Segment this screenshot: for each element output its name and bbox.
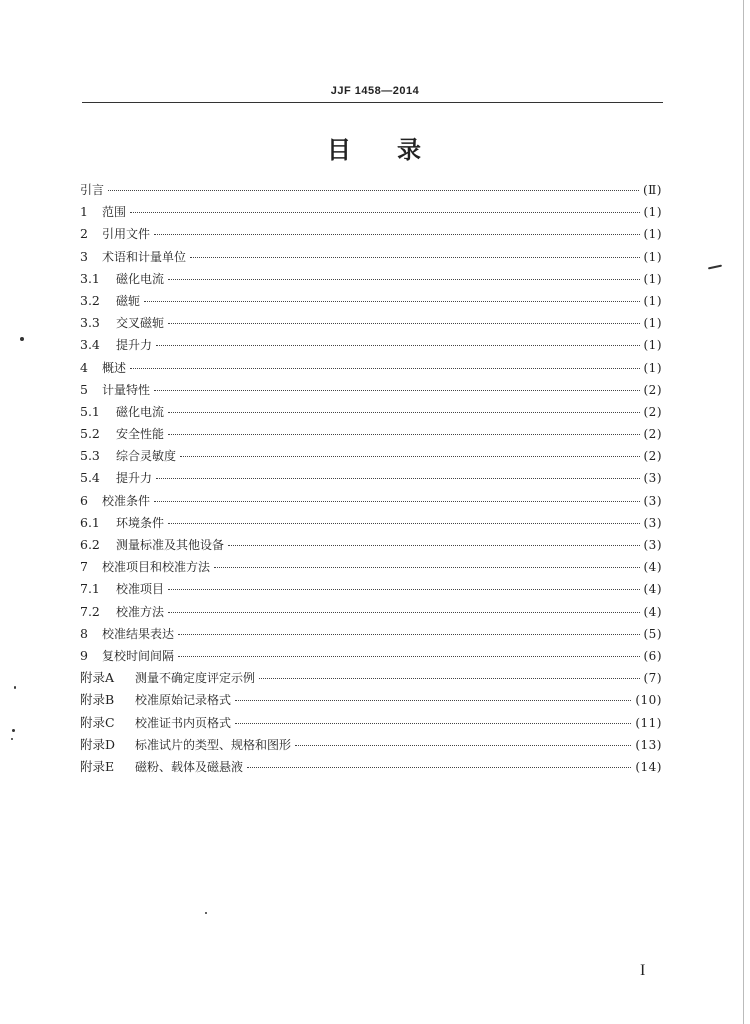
toc-entry-number: 附录A [80,670,115,686]
toc-entry-page: (3) [643,515,662,530]
toc-entry-page: (14) [635,759,662,774]
toc-entry [80,290,662,312]
toc-dot-leader [235,700,631,701]
toc-dot-leader [168,434,639,435]
toc-entry-label: 安全性能 [116,427,165,442]
scan-speck [14,686,16,689]
toc-entry-label: 综合灵敏度 [116,449,177,464]
toc-entry [80,512,662,534]
header-rule [82,102,663,103]
toc-entry-label: 标准试片的类型、规格和图形 [135,737,292,752]
toc-entry-label: 环境条件 [116,515,165,530]
toc-dot-leader [178,634,639,635]
toc-dot-leader [180,456,639,457]
toc-dot-leader [108,190,639,191]
toc-entry-page: (1) [643,249,662,264]
toc-entry-label: 引言 [80,183,105,197]
scan-speck [12,729,15,732]
toc-dot-leader [235,723,631,724]
page-title [0,130,750,165]
toc-entry-label: 校准方法 [116,604,165,619]
toc-entry [80,334,662,356]
toc-entry-label: 磁化电流 [116,271,165,286]
toc-entry-page: (2) [643,427,662,442]
toc-entry-number: 6 [80,492,88,508]
scan-speck [708,265,722,270]
toc-dot-leader [259,678,639,679]
toc-entry-number: 6.1 [80,514,100,530]
toc-dot-leader [295,745,631,746]
toc-dot-leader [168,323,639,324]
toc-entry-page: (5) [643,626,662,641]
toc-entry [80,357,662,379]
toc-entry-number: 附录E [80,758,115,774]
toc-dot-leader [168,589,639,590]
toc-entry-label: 计量特性 [102,382,151,397]
title-char-1: 目 [327,136,353,164]
toc-dot-leader [144,301,639,302]
toc-dot-leader [190,257,639,258]
toc-entry [80,556,662,578]
toc-entry-number: 8 [80,625,88,641]
toc-dot-leader [168,523,639,524]
toc-dot-leader [156,345,639,346]
toc-entry-number: 5.2 [80,426,100,442]
toc-entry-page: (3) [643,493,662,508]
toc-entry [80,423,662,445]
toc-entry-page: (2) [643,449,662,464]
toc-entry-label: 磁轭 [116,293,141,308]
toc-entry [80,201,662,223]
toc-entry-label: 校准原始记录格式 [135,693,232,708]
toc-entry-label: 校准项目和校准方法 [102,560,211,575]
toc-entry-page: (2) [643,382,662,397]
title-char-2: 录 [397,136,423,164]
toc-entry [80,689,662,711]
toc-entry [80,490,662,512]
toc-entry-page: (1) [643,316,662,331]
toc-entry-label: 校准条件 [102,493,151,508]
toc-entry-page: (Ⅱ) [642,183,662,197]
toc-dot-leader [168,612,639,613]
toc-entry-number: 5.1 [80,403,100,419]
toc-entry-number: 附录D [80,736,116,752]
toc-entry-page: (7) [643,671,662,686]
table-of-contents [80,179,662,778]
toc-entry-number: 7.1 [80,581,100,597]
toc-entry-page: (13) [635,737,662,752]
toc-entry-page: (1) [643,271,662,286]
scan-speck [205,912,207,914]
toc-entry-page: (3) [643,538,662,552]
toc-entry-page: (1) [643,227,662,242]
toc-dot-leader [178,656,639,657]
toc-entry-number: 3.1 [80,270,100,286]
toc-entry [80,623,662,645]
toc-entry [80,379,662,401]
toc-entry-page: (4) [643,582,662,597]
toc-entry-page: (1) [643,338,662,353]
toc-entry-number: 5.4 [80,470,100,486]
toc-entry-page: (11) [635,715,662,730]
toc-entry-page: (1) [643,205,662,220]
toc-dot-leader [154,390,639,391]
toc-entry [80,467,662,489]
toc-entry-label: 测量不确定度评定示例 [135,671,256,686]
toc-entry-number: 5 [80,381,88,397]
toc-entry-page: (3) [643,471,662,486]
toc-entry-number: 3.2 [80,292,100,308]
toc-entry-label: 提升力 [116,338,153,353]
toc-entry-number: 6.2 [80,537,100,552]
toc-entry-number: 9 [80,647,88,663]
toc-dot-leader [154,234,639,235]
toc-entry [80,734,662,756]
toc-dot-leader [130,368,639,369]
toc-entry-label: 交叉磁轭 [116,316,165,331]
toc-entry-number: 7.2 [80,603,100,619]
toc-entry [80,712,662,734]
toc-entry-number: 附录C [80,714,115,730]
toc-entry-number: 附录B [80,692,115,708]
toc-entry [80,645,662,667]
toc-entry-page: (1) [643,293,662,308]
toc-entry-number: 3.3 [80,315,100,331]
toc-dot-leader [130,212,639,213]
toc-entry-label: 引用文件 [102,227,151,242]
toc-entry-page: (2) [643,404,662,419]
toc-entry-label: 复校时间间隔 [102,648,175,663]
toc-entry-number: 3.4 [80,337,100,353]
toc-entry [80,756,662,778]
toc-dot-leader [247,767,631,768]
toc-entry-label: 概述 [102,360,127,375]
toc-entry [80,578,662,600]
toc-entry-label: 校准结果表达 [102,626,175,641]
toc-entry-page: (4) [643,604,662,619]
toc-entry-number: 7 [80,559,88,575]
toc-dot-leader [156,478,639,479]
toc-entry-label: 磁粉、载体及磁悬液 [135,759,244,774]
toc-entry [80,223,662,245]
toc-entry-number: 5.3 [80,448,100,464]
toc-entry-number: 1 [80,204,88,220]
toc-entry-number: 3 [80,248,88,264]
toc-entry [80,246,662,268]
toc-entry [80,401,662,423]
toc-entry-label: 磁化电流 [116,404,165,419]
page-number: I [640,962,646,979]
toc-entry [80,534,662,556]
toc-entry-label: 提升力 [116,471,153,486]
toc-entry [80,179,662,201]
toc-dot-leader [228,545,639,546]
toc-entry-label: 校准项目 [116,582,165,597]
scan-speck [20,337,24,341]
toc-entry-label: 术语和计量单位 [102,249,187,264]
toc-dot-leader [168,279,639,280]
toc-entry-number: 2 [80,226,88,242]
toc-entry [80,268,662,290]
toc-entry-label: 测量标准及其他设备 [116,538,225,552]
toc-entry-label: 校准证书内页格式 [135,715,232,730]
toc-entry-label: 范围 [102,205,127,220]
toc-entry-page: (1) [643,360,662,375]
toc-entry [80,601,662,623]
standard-code: JJF 1458—2014 [330,85,420,97]
toc-entry-number: 4 [80,359,88,375]
toc-entry-page: (4) [643,560,662,575]
toc-entry-page: (6) [643,648,662,663]
toc-entry [80,445,662,467]
toc-entry [80,312,662,334]
scan-speck [11,738,13,740]
toc-dot-leader [214,567,639,568]
toc-entry-page: (10) [635,693,662,708]
toc-entry [80,667,662,689]
toc-dot-leader [168,412,639,413]
toc-dot-leader [154,501,639,502]
